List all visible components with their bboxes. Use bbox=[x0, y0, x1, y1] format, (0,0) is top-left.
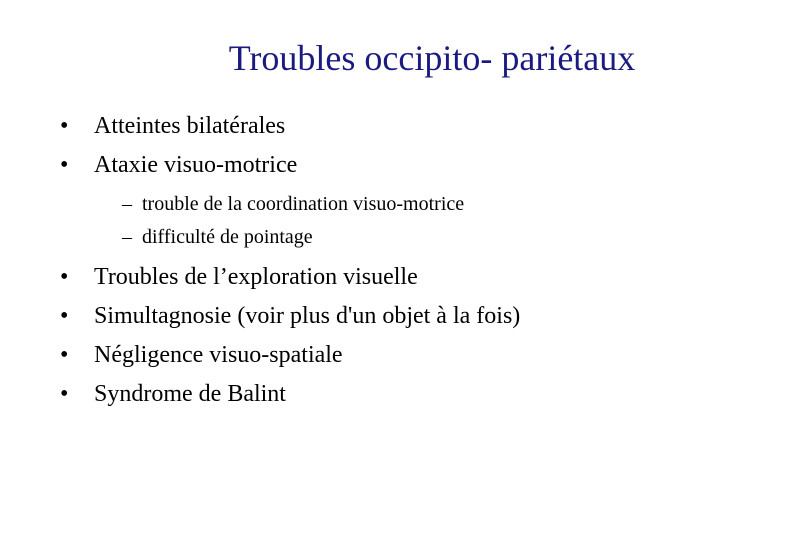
sub-bullet-item bbox=[122, 192, 780, 216]
bullet-marker: • bbox=[60, 303, 69, 329]
bullet-item bbox=[60, 341, 780, 370]
sub-bullet-marker: – bbox=[122, 193, 132, 215]
sub-bullet-marker: – bbox=[122, 226, 132, 248]
sub-bullet-text: difficulté de pointage bbox=[142, 226, 313, 248]
bullet-marker: • bbox=[60, 264, 69, 290]
bullet-marker: • bbox=[60, 342, 69, 368]
slide-title: Troubles occipito- pariétaux bbox=[228, 38, 636, 78]
bullet-marker: • bbox=[60, 381, 69, 407]
bullet-text: Syndrome de Balint bbox=[94, 381, 286, 407]
bullet-marker: • bbox=[60, 152, 69, 178]
bullet-text: Simultagnosie (voir plus d'un objet à la fois) bbox=[94, 303, 521, 329]
sub-bullet-text: trouble de la coordination visuo-motrice bbox=[142, 193, 465, 215]
bullet-marker: • bbox=[60, 113, 69, 139]
bullet-text: Troubles de l’exploration visuelle bbox=[94, 264, 418, 290]
bullet-text: Ataxie visuo-motrice bbox=[94, 152, 298, 178]
slide-content bbox=[60, 112, 780, 419]
sub-bullet-list bbox=[60, 192, 780, 249]
bullet-item bbox=[60, 263, 780, 292]
sub-bullet-item bbox=[122, 225, 780, 249]
bullet-item bbox=[60, 302, 780, 331]
bullet-item bbox=[60, 112, 780, 141]
bullet-item bbox=[60, 151, 780, 180]
bullet-text: Négligence visuo-spatiale bbox=[94, 342, 343, 368]
bullet-text: Atteintes bilatérales bbox=[94, 113, 286, 139]
bullet-item bbox=[60, 380, 780, 409]
